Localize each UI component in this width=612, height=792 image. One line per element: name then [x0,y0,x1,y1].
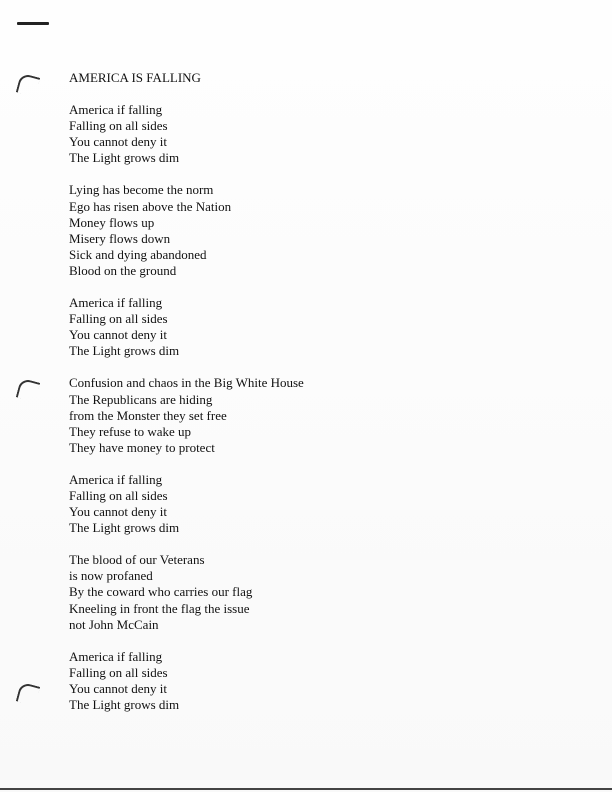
poem-line: America if falling [69,295,163,311]
poem-line: The Light grows dim [69,697,180,712]
poem-line: America if falling [69,102,163,118]
poem-line: You cannot deny it [69,680,167,696]
poem-line: You cannot deny it [69,504,167,520]
poem-line: from the Monster they set free [69,407,227,423]
poem-line: Money flows up [69,214,155,230]
poem-line: By the coward who carries our flag [69,584,253,600]
poem-line: Lying has become the norm [69,182,214,198]
poem-line: The Republicans are hiding [69,391,213,407]
poem-line: is now profaned [69,568,153,584]
poem-line: The Light grows dim [69,520,180,536]
poem-line: Confusion and chaos in the Big White House [69,375,304,391]
stanza [69,182,569,279]
poem-line: The Light grows dim [69,150,180,166]
poem-line: They refuse to wake up [69,423,192,439]
poem-title: AMERICA IS FALLING [69,70,201,85]
poem-line: not John McCain [69,616,159,632]
stanza [69,375,569,455]
binder-hole-top [16,73,40,97]
poem-line: Falling on all sides [69,311,168,327]
poem-line: Sick and dying abandoned [69,246,207,262]
stanza [69,649,569,713]
stanza [69,295,569,359]
poem-line: You cannot deny it [69,327,167,343]
binder-hole-middle [16,378,40,402]
poem-line: Blood on the ground [69,262,177,278]
poem-body [69,102,569,713]
poem-line: Ego has risen above the Nation [69,198,232,214]
poem-line: America if falling [69,648,163,664]
poem-line: You cannot deny it [69,134,167,150]
poem [69,70,569,729]
poem-line: Falling on all sides [69,664,168,680]
stanza [69,472,569,536]
poem-line: America if falling [69,471,163,487]
stanza [69,552,569,632]
poem-line: The blood of our Veterans [69,552,205,568]
binder-hole-bottom [16,682,40,706]
stanza [69,102,569,166]
bottom-edge-line [0,788,612,790]
top-margin-mark [17,22,49,25]
poem-line: The Light grows dim [69,343,180,359]
poem-line: Misery flows down [69,230,171,246]
poem-line: Falling on all sides [69,487,168,503]
poem-line: Kneeling in front the flag the issue [69,600,250,616]
poem-line: Falling on all sides [69,118,168,134]
poem-line: They have money to protect [69,439,215,455]
